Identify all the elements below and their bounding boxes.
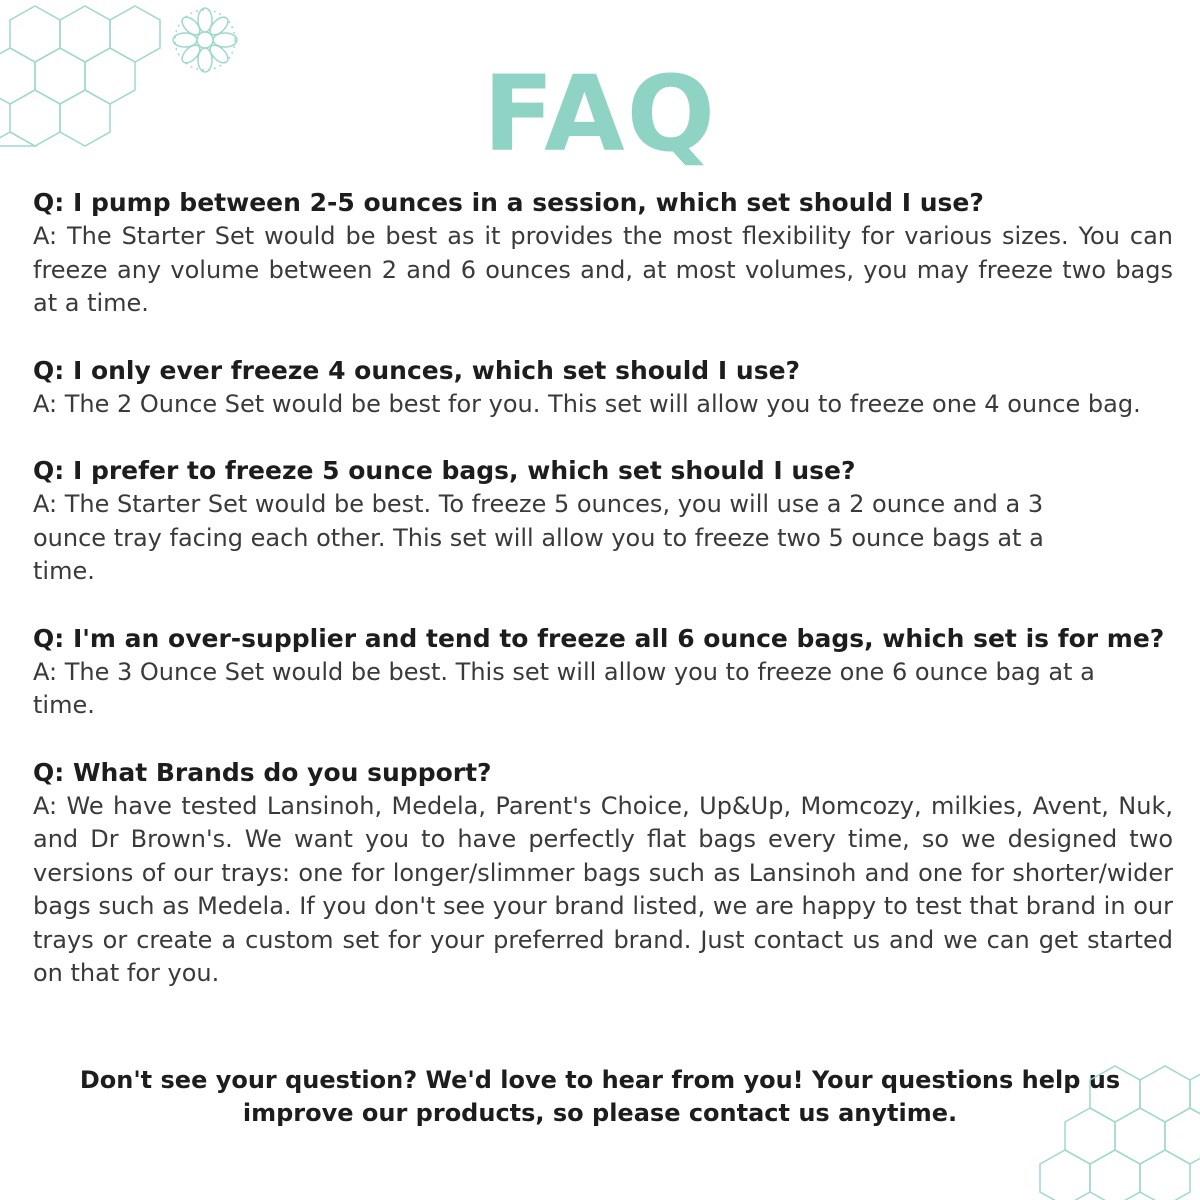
faq-item <box>33 186 1173 321</box>
faq-question: Q: What Brands do you support? <box>33 757 492 787</box>
page-title: FAQ <box>482 53 717 175</box>
faq-item <box>33 756 1173 991</box>
faq-answer: A: The 3 Ounce Set would be best. This set will allow you to freeze one 6 ounce bag at a time. <box>33 657 1095 719</box>
closing-message: Don't see your question? We'd love to hear from you! Your questions help us improve our products, so please contact us anytime. <box>79 1066 1121 1127</box>
faq-answer: A: The Starter Set would be best as it provides the most flexibility for various sizes. You can freeze any volume between 2 and 6 ounces and, at most volumes, you may freeze two bags at a time. <box>33 222 1173 317</box>
faq-item <box>33 454 1173 589</box>
faq-answer: A: The 2 Ounce Set would be best for you. This set will allow you to freeze one 4 ounce bag. <box>33 389 1141 418</box>
faq-question: Q: I'm an over-supplier and tend to freeze all 6 ounce bags, which set is for me? <box>33 623 1165 653</box>
faq-question: Q: I prefer to freeze 5 ounce bags, which set should I use? <box>33 456 856 485</box>
faq-list <box>33 186 1173 1024</box>
faq-question: Q: I pump between 2-5 ounces in a session, which set should I use? <box>33 188 984 217</box>
faq-answer: A: The Starter Set would be best. To freeze 5 ounces, you will use a 2 ounce and a 3 ounce tray facing each other. This set will allow you to freeze two 5 ounce bags at a time. <box>33 490 1044 585</box>
faq-answer: A: We have tested Lansinoh, Medela, Parent's Choice, Up&Up, Momcozy, milkies, Avent, Nuk, and Dr Brown's. We want you to have perfectly flat bags every time, so we designed two versions of our trays: one for longer/slimmer bags such as Lansinoh and one for shorter/wider bags such as Medela. If you don't see your brand listed, we are happy to test that brand in our trays or create a custom set for your preferred brand. Just contact us and we can get started on that for you. <box>33 791 1173 987</box>
faq-item <box>33 622 1173 723</box>
honeycomb-decoration-icon <box>940 1040 1200 1200</box>
faq-question: Q: I only ever freeze 4 ounces, which set should I use? <box>33 355 801 385</box>
faq-item <box>33 354 1173 422</box>
